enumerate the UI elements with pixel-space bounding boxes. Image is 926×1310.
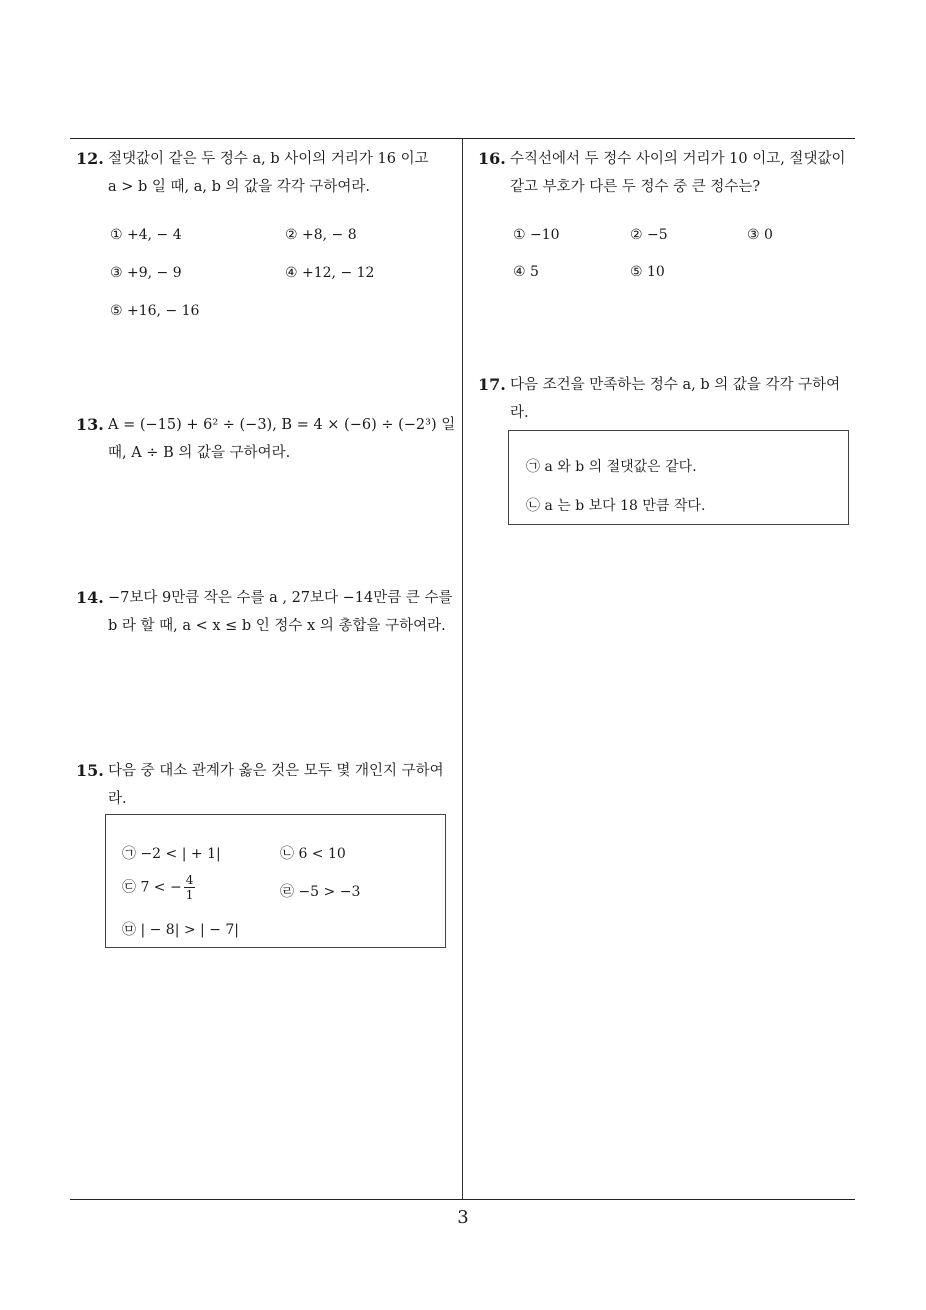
question-text-line1: 수직선에서 두 정수 사이의 거리가 10 이고, 절댓값이: [510, 151, 846, 167]
choice-3[interactable]: ③ 0: [747, 227, 773, 243]
condition-item: ㉠ −2 < | + 1|: [122, 846, 221, 862]
question-number: 13.: [76, 415, 104, 434]
footer-rule: [70, 1199, 855, 1200]
question-14: [76, 584, 460, 640]
question-text-line2: a > b 일 때, a, b 의 값을 각각 구하여라.: [108, 179, 370, 195]
condition-item: ㉠ a 와 b 의 절댓값은 같다.: [526, 459, 697, 475]
choice-3[interactable]: ③ +9, − 9: [110, 265, 182, 281]
choice-2[interactable]: ② −5: [630, 227, 668, 243]
question-number: 15.: [76, 761, 104, 780]
question-15: [76, 757, 460, 813]
condition-item: ㉡ 6 < 10: [280, 846, 346, 862]
question-text-line1: 다음 조건을 만족하는 정수 a, b 의 값을 각각 구하여: [510, 377, 841, 393]
condition-item: ㉡ a 는 b 보다 18 만큼 작다.: [526, 498, 706, 514]
condition-item: ㉣ −5 > −3: [280, 884, 361, 900]
question-17: [478, 371, 858, 427]
choice-1[interactable]: ① +4, − 4: [110, 227, 182, 243]
fraction-numerator: 4: [185, 873, 194, 887]
question-number: 17.: [478, 375, 506, 394]
question-text-line2: 라.: [108, 791, 127, 807]
choice-4[interactable]: ④ 5: [513, 264, 539, 280]
condition-item: [122, 873, 195, 902]
conditions-box: [105, 814, 446, 948]
question-12: [76, 145, 460, 201]
fraction: [184, 873, 196, 902]
column-divider: [462, 139, 463, 1199]
question-number: 14.: [76, 588, 104, 607]
choice-5[interactable]: ⑤ 10: [630, 264, 665, 280]
question-text-line2: 라.: [510, 405, 529, 421]
choice-2[interactable]: ② +8, − 8: [285, 227, 357, 243]
conditions-box: [508, 430, 849, 525]
choice-1[interactable]: ① −10: [513, 227, 560, 243]
question-text-line2: 때, A ÷ B 의 값을 구하여라.: [108, 445, 291, 461]
question-text-line2: 같고 부호가 다른 두 정수 중 큰 정수는?: [510, 179, 761, 195]
condition-item: ㉤ | − 8| > | − 7|: [122, 922, 240, 938]
fraction-denominator: 1: [185, 888, 194, 902]
question-number: 12.: [76, 149, 104, 168]
question-text-line2: b 라 할 때, a < x ≤ b 인 정수 x 의 총합을 구하여라.: [108, 618, 446, 634]
choice-5[interactable]: ⑤ +16, − 16: [110, 303, 200, 319]
choice-4[interactable]: ④ +12, − 12: [285, 265, 375, 281]
question-text-line1: −7보다 9만큼 작은 수를 a , 27보다 −14만큼 큰 수를: [108, 590, 453, 606]
page-number: 3: [457, 1207, 469, 1228]
question-text-line1: 다음 중 대소 관계가 옳은 것은 모두 몇 개인지 구하여: [108, 763, 444, 779]
question-13: [76, 411, 460, 467]
question-16: [478, 145, 858, 201]
question-number: 16.: [478, 149, 506, 168]
question-text-line1: A = (−15) + 6² ÷ (−3), B = 4 × (−6) ÷ (−2³) 일: [108, 417, 456, 433]
question-text-line1: 절댓값이 같은 두 정수 a, b 사이의 거리가 16 이고: [108, 151, 429, 167]
condition-text: ㉢ 7 < −: [122, 879, 182, 896]
